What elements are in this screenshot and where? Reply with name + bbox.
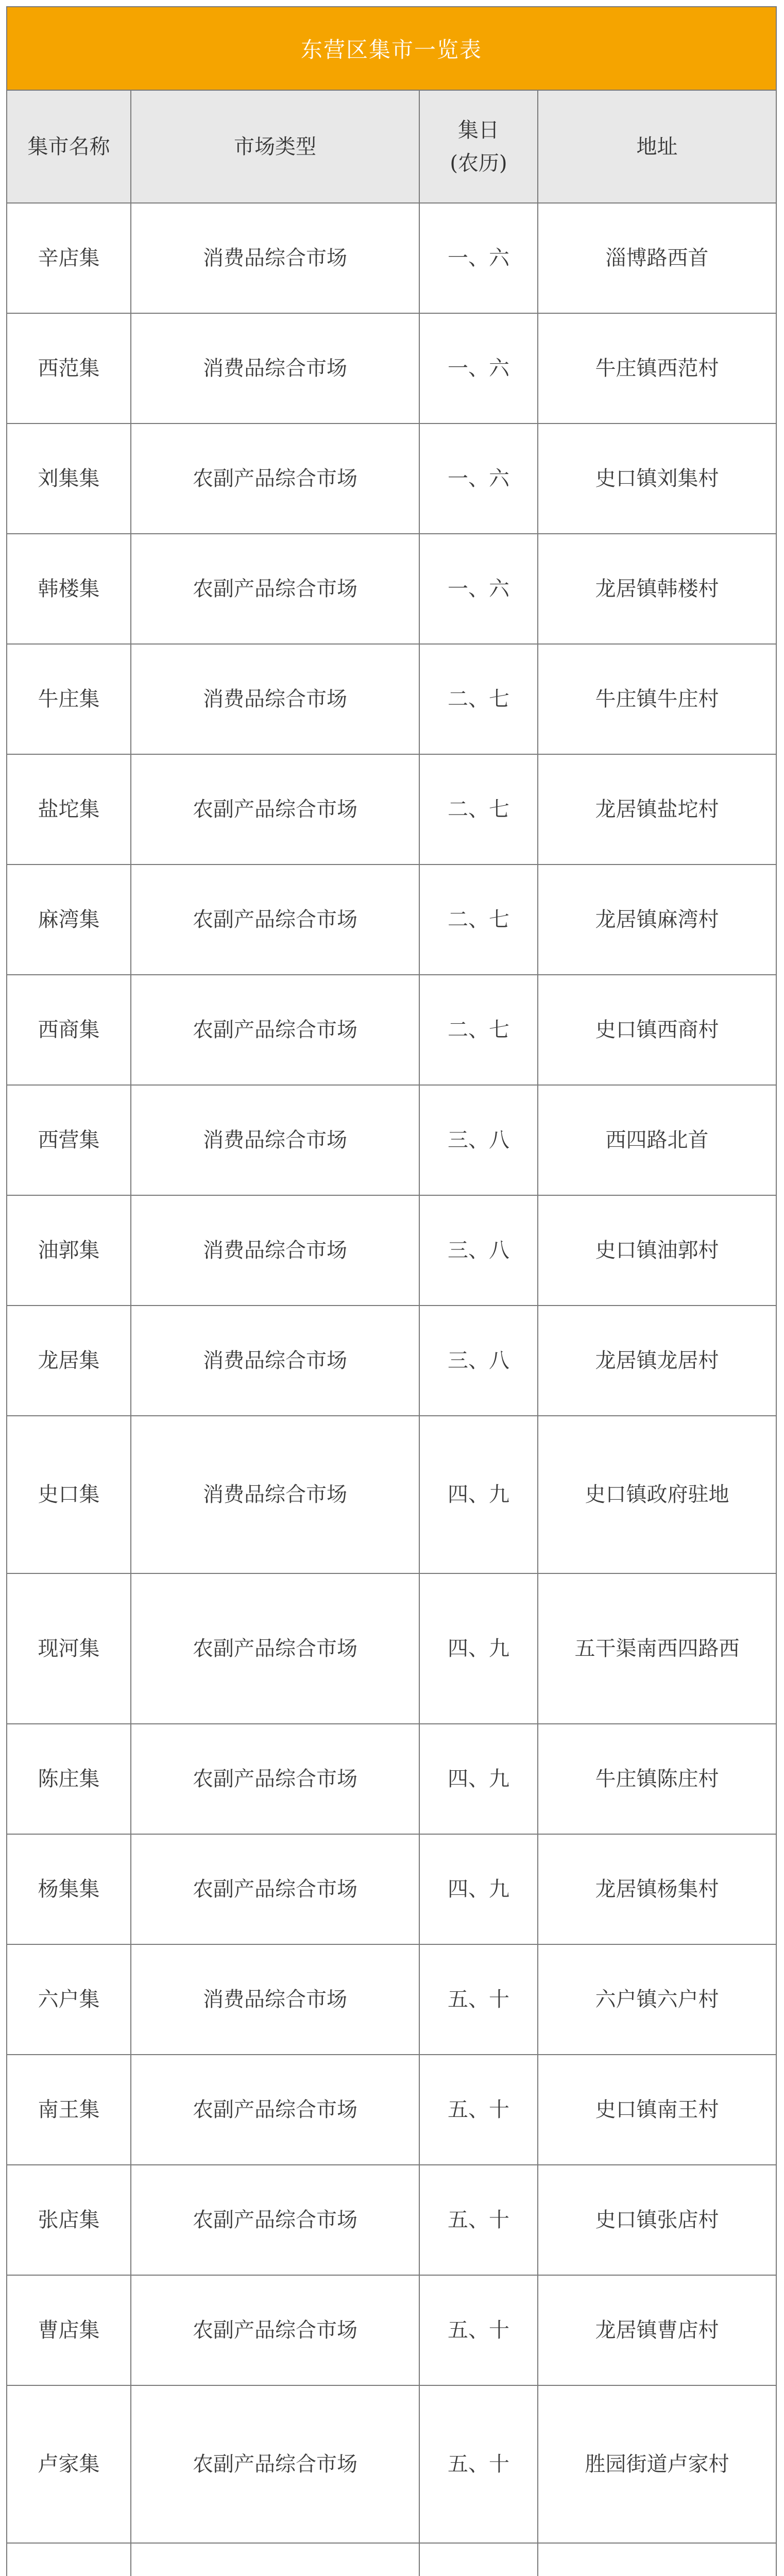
address-line: 淄博路西首 xyxy=(605,246,709,270)
header-row xyxy=(7,91,776,203)
cell-market-days: 二、七 xyxy=(419,975,538,1085)
cell-market-days: 一、六 xyxy=(419,534,538,644)
table-row xyxy=(7,644,776,754)
header-address: 地址 xyxy=(538,91,776,203)
cell-market-days: 三、八 xyxy=(419,1195,538,1306)
table-row xyxy=(7,1085,776,1195)
cell-market-name: 杨集集 xyxy=(7,1834,131,1944)
cell-address xyxy=(538,423,776,534)
address-line: 胜园街道卢家村 xyxy=(585,2452,729,2476)
cell-market-days: 二、七 xyxy=(419,865,538,975)
address-line: 五干渠南西四路西 xyxy=(574,1637,740,1660)
cell-market-days: 四、九 xyxy=(419,1573,538,1724)
table-row xyxy=(7,754,776,865)
cell-address xyxy=(538,754,776,865)
cell-market-type: 消费品综合市场 xyxy=(131,644,419,754)
table-row xyxy=(7,2275,776,2385)
address-line: 龙居镇韩楼村 xyxy=(595,577,719,601)
cell-address xyxy=(538,2543,776,2576)
cell-address xyxy=(538,644,776,754)
cell-market-type: 农副产品综合市场 xyxy=(131,2275,419,2385)
cell-market-name: 西商集 xyxy=(7,975,131,1085)
cell-market-type: 消费品综合市场 xyxy=(131,203,419,313)
cell-market-type: 农副产品综合市场 xyxy=(131,975,419,1085)
cell-market-type: 消费品综合市场 xyxy=(131,1195,419,1306)
address-line: 六户镇六户村 xyxy=(595,1988,719,2011)
cell-market-type: 消费品综合市场 xyxy=(131,313,419,423)
address-line: 龙居镇麻湾村 xyxy=(595,908,719,931)
table-row xyxy=(7,203,776,313)
address-line: 史口镇西商村 xyxy=(595,1018,719,1042)
table-row xyxy=(7,423,776,534)
cell-market-name: 龙居集 xyxy=(7,1306,131,1416)
cell-market-days: 一、六 xyxy=(419,423,538,534)
address-line: 牛庄镇陈庄村 xyxy=(595,1767,719,1791)
cell-market-type: 消费品综合市场 xyxy=(131,1416,419,1573)
cell-address xyxy=(538,2055,776,2165)
cell-market-days: 一、六 xyxy=(419,203,538,313)
header-days-line2: (农历) xyxy=(450,151,507,175)
cell-market-days xyxy=(419,2543,538,2576)
address-line: 史口镇油郭村 xyxy=(595,1239,719,1262)
header-name: 集市名称 xyxy=(7,91,131,203)
cell-market-days: 三、八 xyxy=(419,1085,538,1195)
cell-market-days: 五、十 xyxy=(419,2055,538,2165)
cell-address xyxy=(538,1195,776,1306)
cell-market-days: 五、十 xyxy=(419,2165,538,2275)
cell-market-name: 西营集 xyxy=(7,1085,131,1195)
cell-address xyxy=(538,865,776,975)
header-type: 市场类型 xyxy=(131,91,419,203)
cell-market-type: 农副产品综合市场 xyxy=(131,423,419,534)
address-line: 史口镇刘集村 xyxy=(595,467,719,490)
table-row xyxy=(7,2543,776,2576)
cell-address xyxy=(538,975,776,1085)
table-row xyxy=(7,975,776,1085)
table-title: 东营区集市一览表 xyxy=(7,7,776,91)
cell-market-name: 辛店集 xyxy=(7,203,131,313)
table-row xyxy=(7,1195,776,1306)
address-line: 西四路北首 xyxy=(605,1128,709,1152)
cell-market-name: 刘集集 xyxy=(7,423,131,534)
cell-market-type: 农副产品综合市场 xyxy=(131,2055,419,2165)
cell-market-days: 一、六 xyxy=(419,313,538,423)
cell-address xyxy=(538,1944,776,2055)
cell-market-name: 麻湾集 xyxy=(7,865,131,975)
cell-market-days: 四、九 xyxy=(419,1416,538,1573)
cell-market-name: 六户集 xyxy=(7,1944,131,2055)
cell-market-type: 农副产品综合市场 xyxy=(131,1834,419,1944)
cell-address xyxy=(538,2165,776,2275)
cell-address xyxy=(538,1724,776,1834)
header-days-line1: 集日 xyxy=(458,118,499,142)
cell-market-type: 农副产品综合市场 xyxy=(131,865,419,975)
address-line: 龙居镇盐坨村 xyxy=(595,798,719,821)
address-line: 龙居镇龙居村 xyxy=(595,1349,719,1372)
cell-market-type: 消费品综合市场 xyxy=(131,1944,419,2055)
cell-market-name: 史口集 xyxy=(7,1416,131,1573)
cell-address xyxy=(538,313,776,423)
address-line: 史口镇政府驻地 xyxy=(585,1483,729,1506)
cell-market-name: 曹店集 xyxy=(7,2275,131,2385)
address-line: 龙居镇曹店村 xyxy=(595,2318,719,2342)
cell-market-days: 五、十 xyxy=(419,2275,538,2385)
cell-market-type xyxy=(131,2543,419,2576)
table-row xyxy=(7,1834,776,1944)
cell-market-days: 三、八 xyxy=(419,1306,538,1416)
cell-market-name: 张店集 xyxy=(7,2165,131,2275)
cell-market-name: 卢家集 xyxy=(7,2385,131,2543)
cell-market-type: 农副产品综合市场 xyxy=(131,754,419,865)
cell-market-name: 陈庄集 xyxy=(7,1724,131,1834)
cell-market-type: 农副产品综合市场 xyxy=(131,2385,419,2543)
cell-market-days: 五、十 xyxy=(419,2385,538,2543)
cell-market-days: 四、九 xyxy=(419,1724,538,1834)
table-row xyxy=(7,1573,776,1724)
cell-market-name xyxy=(7,2543,131,2576)
table-row xyxy=(7,1416,776,1573)
cell-market-name: 西范集 xyxy=(7,313,131,423)
market-table xyxy=(7,91,776,2576)
table-row xyxy=(7,313,776,423)
cell-market-name: 牛庄集 xyxy=(7,644,131,754)
address-line: 史口镇南王村 xyxy=(595,2098,719,2122)
table-row xyxy=(7,2385,776,2543)
cell-address xyxy=(538,203,776,313)
cell-market-days: 五、十 xyxy=(419,1944,538,2055)
address-line: 史口镇张店村 xyxy=(595,2208,719,2232)
cell-market-type: 消费品综合市场 xyxy=(131,1085,419,1195)
cell-market-type: 农副产品综合市场 xyxy=(131,534,419,644)
table-row xyxy=(7,534,776,644)
cell-market-name: 韩楼集 xyxy=(7,534,131,644)
address-line: 龙居镇杨集村 xyxy=(595,1877,719,1901)
cell-market-type: 农副产品综合市场 xyxy=(131,2165,419,2275)
cell-address xyxy=(538,1306,776,1416)
table-row xyxy=(7,865,776,975)
cell-market-days: 二、七 xyxy=(419,644,538,754)
cell-market-type: 消费品综合市场 xyxy=(131,1306,419,1416)
table-row xyxy=(7,2165,776,2275)
cell-market-name: 南王集 xyxy=(7,2055,131,2165)
cell-address xyxy=(538,2275,776,2385)
table-row xyxy=(7,1724,776,1834)
table-row xyxy=(7,1306,776,1416)
table-row xyxy=(7,1944,776,2055)
address-line: 牛庄镇西范村 xyxy=(595,357,719,380)
cell-market-name: 油郭集 xyxy=(7,1195,131,1306)
table-row xyxy=(7,2055,776,2165)
cell-address xyxy=(538,1416,776,1573)
cell-address xyxy=(538,1085,776,1195)
address-line: 牛庄镇牛庄村 xyxy=(595,687,719,711)
header-days xyxy=(419,91,538,203)
cell-market-name: 现河集 xyxy=(7,1573,131,1724)
cell-market-days: 四、九 xyxy=(419,1834,538,1944)
cell-market-type: 农副产品综合市场 xyxy=(131,1724,419,1834)
table-body xyxy=(7,203,776,2576)
cell-market-name: 盐坨集 xyxy=(7,754,131,865)
cell-address xyxy=(538,1573,776,1724)
cell-address xyxy=(538,2385,776,2543)
cell-market-days: 二、七 xyxy=(419,754,538,865)
cell-address xyxy=(538,534,776,644)
cell-market-type: 农副产品综合市场 xyxy=(131,1573,419,1724)
cell-address xyxy=(538,1834,776,1944)
market-list-sheet xyxy=(6,6,777,2576)
